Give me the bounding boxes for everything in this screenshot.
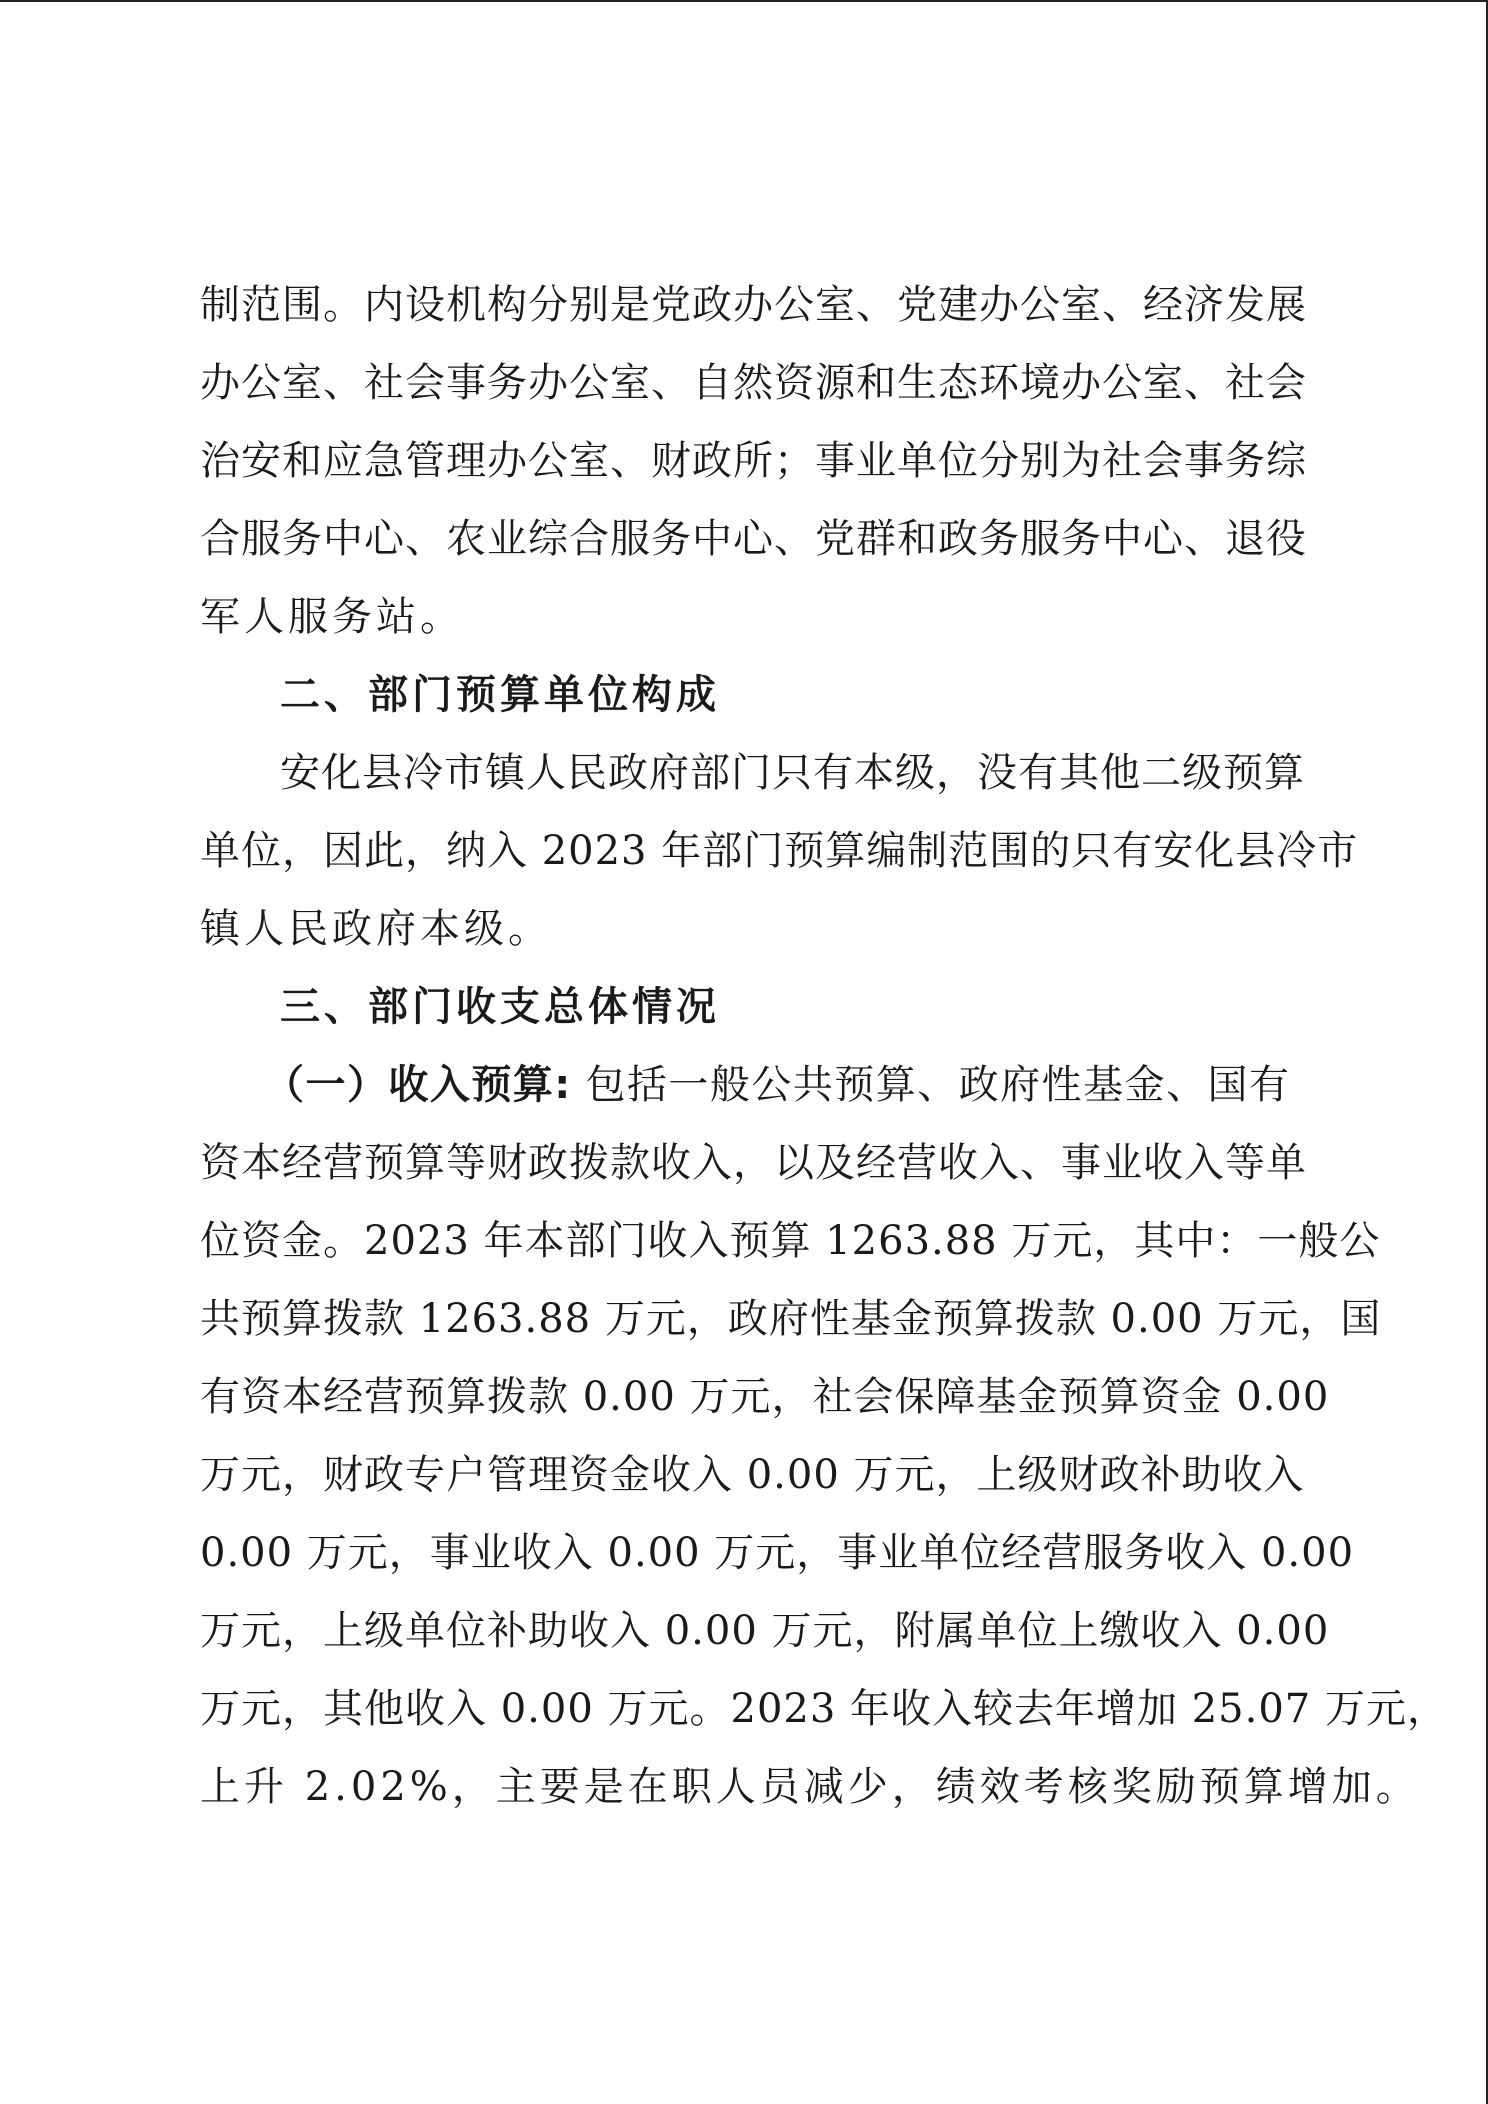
paragraph-line: 上升 2.02%，主要是在职人员减少，绩效考核奖励预算增加。 <box>200 1764 1420 1810</box>
document-body <box>200 266 1448 1826</box>
paragraph-line: 制范围。内设机构分别是党政办公室、党建办公室、经济发展 <box>200 282 1307 328</box>
subsection-first-line <box>200 1046 1290 1124</box>
paragraph-line: 有资本经营预算拨款 0.00 万元，社会保障基金预算资金 0.00 <box>200 1374 1330 1420</box>
paragraph-line: 治安和应急管理办公室、财政所；事业单位分别为社会事务综 <box>200 438 1307 484</box>
paragraph-line: 资本经营预算等财政拨款收入，以及经营收入、事业收入等单 <box>200 1140 1307 1186</box>
paragraph-line: 安化县冷市镇人民政府部门只有本级，没有其他二级预算 <box>280 750 1305 796</box>
subsection-label: （一）收入预算: <box>264 1062 572 1108</box>
section-heading-2: 二、部门预算单位构成 <box>280 672 720 718</box>
paragraph-line: 共预算拨款 1263.88 万元，政府性基金预算拨款 0.00 万元，国 <box>200 1296 1382 1342</box>
paragraph-line: 0.00 万元，事业收入 0.00 万元，事业单位经营服务收入 0.00 <box>200 1530 1355 1576</box>
paragraph-line: 位资金。2023 年本部门收入预算 1263.88 万元，其中：一般公 <box>200 1218 1381 1264</box>
section-heading-3: 三、部门收支总体情况 <box>280 984 720 1030</box>
subsection-first-text: 包括一般公共预算、政府性基金、国有 <box>585 1062 1291 1108</box>
paragraph-line: 镇人民政府本级。 <box>200 906 552 952</box>
paragraph-line: 合服务中心、农业综合服务中心、党群和政务服务中心、退役 <box>200 516 1307 562</box>
paragraph-line: 办公室、社会事务办公室、自然资源和生态环境办公室、社会 <box>200 360 1307 406</box>
paragraph-line: 万元，财政专户管理资金收入 0.00 万元，上级财政补助收入 <box>200 1452 1305 1498</box>
paragraph-line: 军人服务站。 <box>200 594 464 640</box>
paragraph-line: 单位，因此，纳入 2023 年部门预算编制范围的只有安化县冷市 <box>200 828 1359 874</box>
paragraph-line: 万元，上级单位补助收入 0.00 万元，附属单位上缴收入 0.00 <box>200 1608 1330 1654</box>
paragraph-line: 万元，其他收入 0.00 万元。2023 年收入较去年增加 25.07 万元， <box>200 1686 1448 1732</box>
